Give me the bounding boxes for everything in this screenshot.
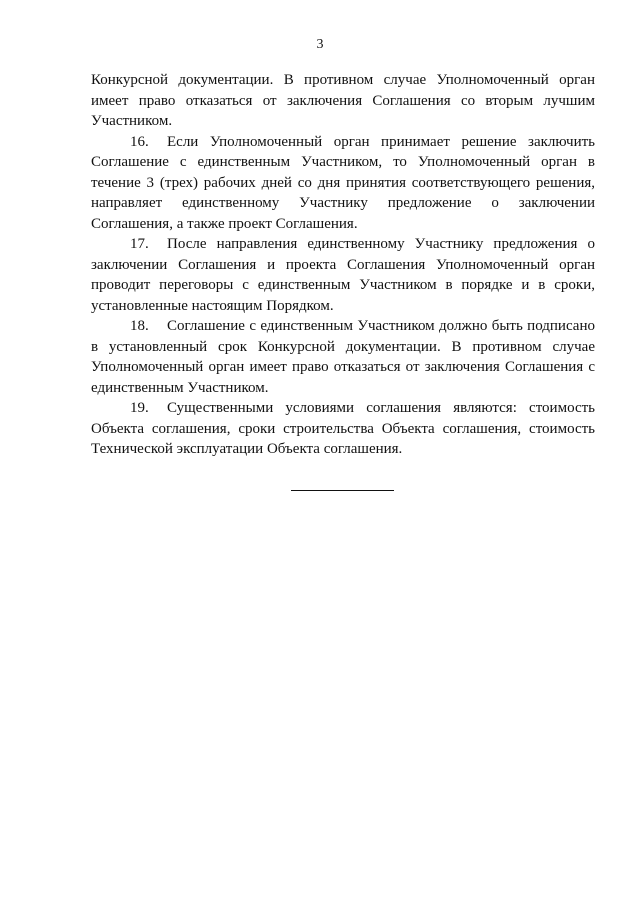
paragraph-number: 17. [130, 236, 149, 252]
paragraph-17 [91, 234, 595, 316]
paragraph-number: 18. [130, 318, 149, 334]
paragraph-text: После направления единственному Участнику предложения о заключении Соглашения и проекта Соглашения Уполномоченный орган проводит переговоры с единственным Участником в порядке и в сроки, установленные настоящим Порядком. [91, 236, 595, 314]
paragraph-text: Конкурсной документации. В противном случае Уполномоченный орган имеет право отказаться от заключения Соглашения со вторым лучшим Участником. [91, 72, 595, 129]
paragraph-number: 16. [130, 133, 149, 150]
page-number: 3 [316, 37, 324, 52]
paragraph-continuation [91, 70, 595, 132]
paragraph-18 [91, 316, 595, 398]
paragraph-19 [91, 398, 595, 460]
paragraph-text: Если Уполномоченный орган принимает решение заключить Соглашение с единственным Участником, то Уполномоченный орган в течение 3 (трех) рабочих дней со дня принятия соответствующего решения, направляет единственному Участнику предложение о заключении Соглашения, а также проект Соглашения. [91, 133, 595, 232]
document-body [91, 70, 595, 460]
paragraph-16 [91, 132, 595, 235]
paragraph-text: Соглашение с единственным Участником должно быть подписано в установленный срок Конкурсной документации. В противном случае Уполномоченный орган имеет право отказаться от заключения Соглашения с единственным Участником. [91, 318, 595, 396]
paragraph-number: 19. [130, 400, 149, 416]
paragraph-text: Существенными условиями соглашения являются: стоимость Объекта соглашения, сроки строительства Объекта соглашения, стоимость Технической эксплуатации Объекта соглашения. [91, 400, 595, 457]
end-of-document-rule [291, 490, 394, 491]
